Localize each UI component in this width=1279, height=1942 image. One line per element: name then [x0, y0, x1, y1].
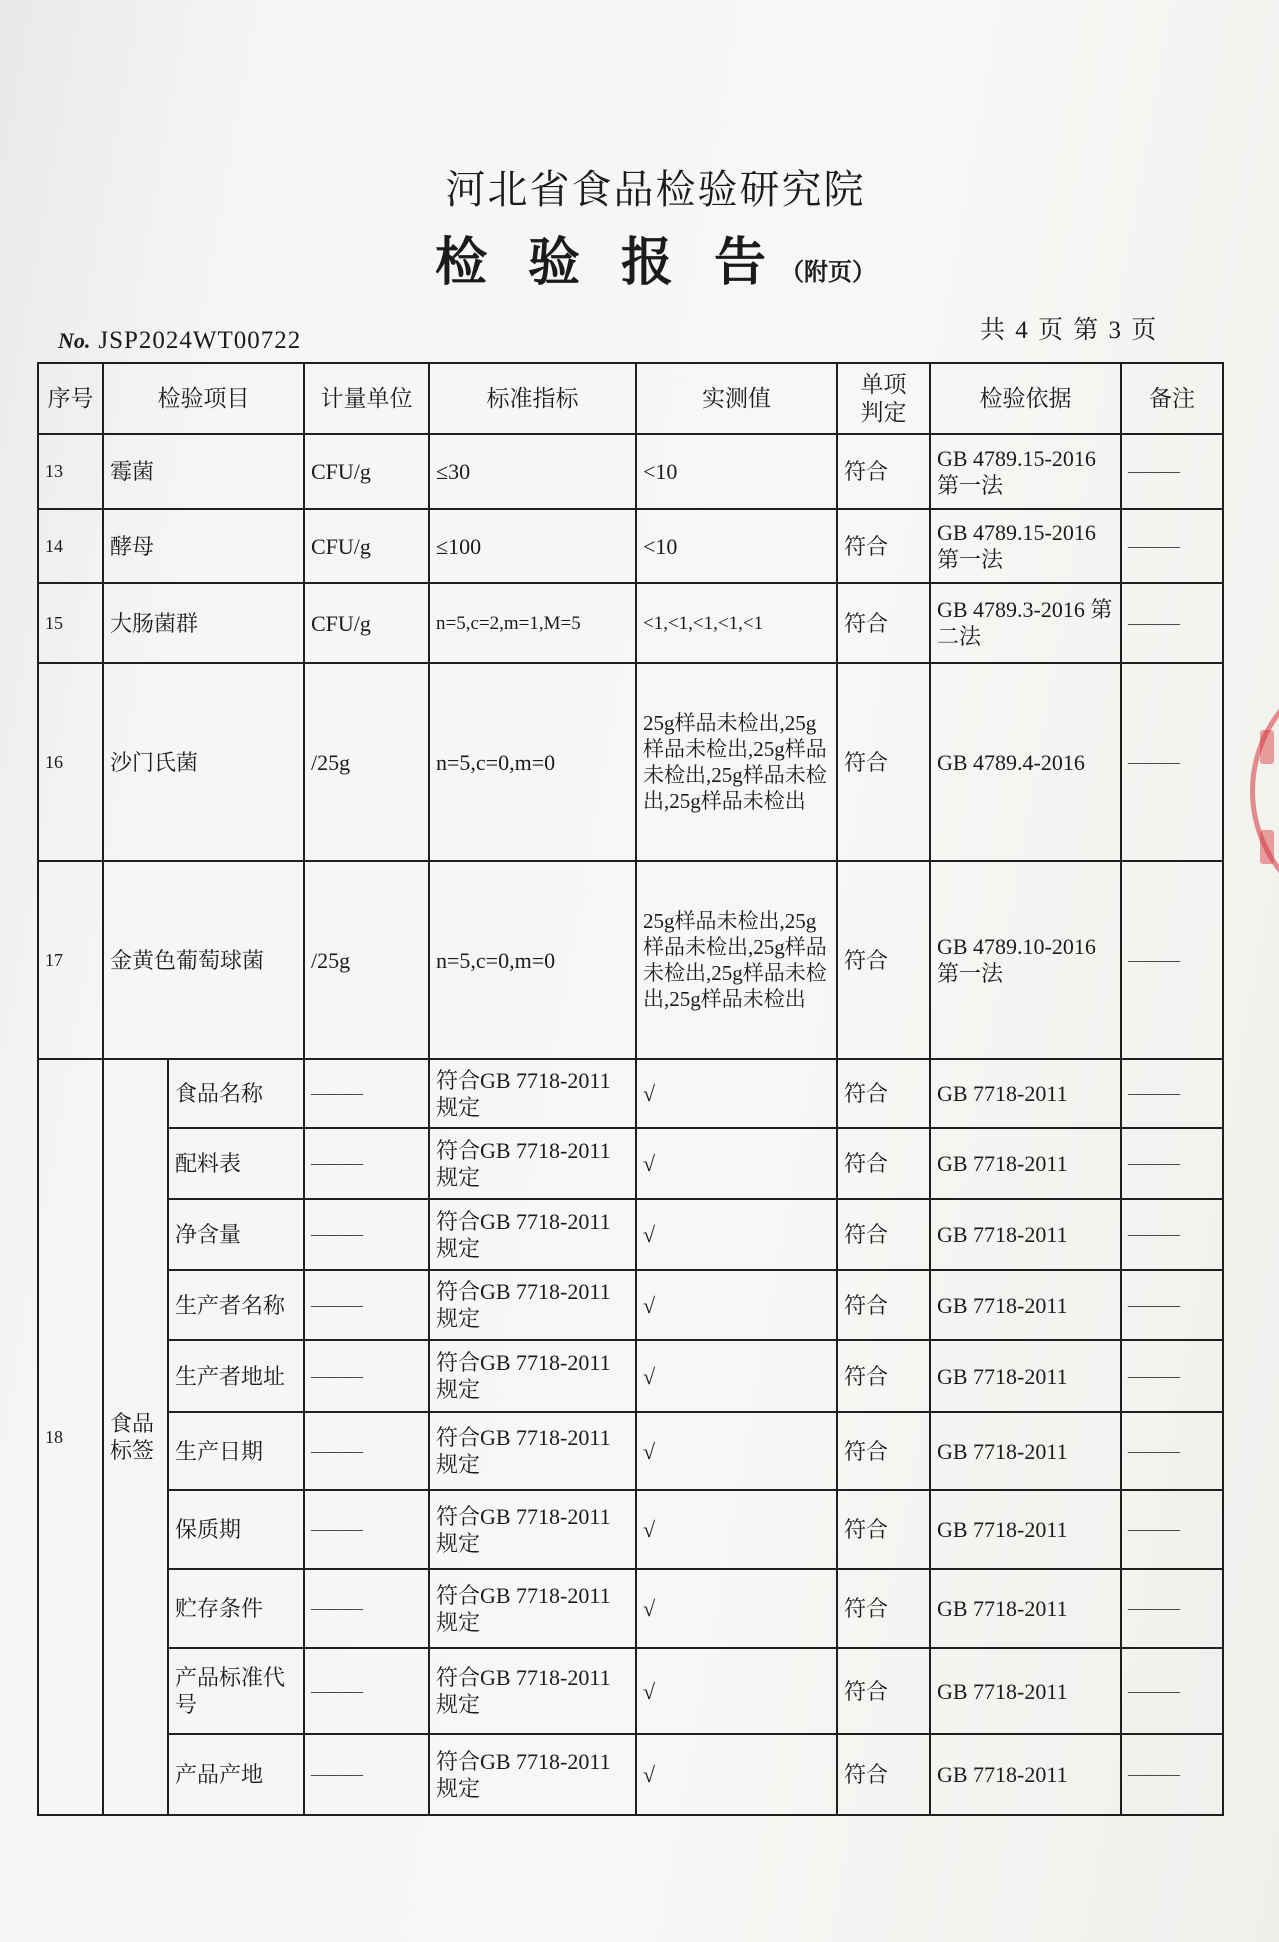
- judgement-cell: 符合: [837, 663, 930, 861]
- unit-cell: ———: [304, 1128, 429, 1199]
- measured-cell: √: [636, 1199, 837, 1270]
- col-header-unit: 计量单位: [304, 363, 429, 434]
- page-info: 共 4 页 第 3 页: [980, 317, 1159, 344]
- basis-cell: GB 7718-2011: [930, 1569, 1121, 1648]
- basis-cell: GB 7718-2011: [930, 1059, 1121, 1128]
- basis-cell: GB 7718-2011: [930, 1412, 1121, 1490]
- table-row: [38, 1059, 1223, 1128]
- unit-cell: ———: [304, 1270, 429, 1340]
- judgement-cell: 符合: [837, 1412, 930, 1490]
- measured-cell: <10: [636, 434, 837, 509]
- table-row: [38, 434, 1223, 509]
- remark-cell: ———: [1121, 1199, 1223, 1270]
- col-header-measured: 实测值: [636, 363, 837, 434]
- remark-cell: ———: [1121, 583, 1223, 663]
- standard-cell: 符合GB 7718-2011规定: [429, 1490, 636, 1569]
- table-row: [38, 583, 1223, 663]
- judgement-cell: 符合: [837, 583, 930, 663]
- sub-item-cell: 贮存条件: [168, 1569, 304, 1648]
- basis-cell: GB 4789.15-2016 第一法: [930, 434, 1121, 509]
- measured-cell: √: [636, 1569, 837, 1648]
- unit-cell: CFU/g: [304, 434, 429, 509]
- seal-ring: [1250, 660, 1279, 922]
- remark-cell: ———: [1121, 1270, 1223, 1340]
- measured-cell: √: [636, 1128, 837, 1199]
- judgement-cell: 符合: [837, 1734, 930, 1815]
- table-row: [38, 1734, 1223, 1815]
- seal-stamp-fragment: [1250, 660, 1279, 930]
- standard-cell: 符合GB 7718-2011规定: [429, 1412, 636, 1490]
- table-row: [38, 1270, 1223, 1340]
- judgement-cell: 符合: [837, 1270, 930, 1340]
- col-header-basis: 检验依据: [930, 363, 1121, 434]
- basis-cell: GB 4789.15-2016 第一法: [930, 509, 1121, 583]
- basis-cell: GB 7718-2011: [930, 1199, 1121, 1270]
- item-group-cell: 食品标签: [103, 1059, 168, 1815]
- remark-cell: ———: [1121, 861, 1223, 1059]
- remark-cell: ———: [1121, 1490, 1223, 1569]
- measured-cell: √: [636, 1412, 837, 1490]
- table-row: [38, 1199, 1223, 1270]
- seq-cell: 13: [38, 434, 103, 509]
- judgement-cell: 符合: [837, 1059, 930, 1128]
- remark-cell: ———: [1121, 1734, 1223, 1815]
- table-row: [38, 1128, 1223, 1199]
- standard-cell: 符合GB 7718-2011规定: [429, 1128, 636, 1199]
- judgement-cell: 符合: [837, 509, 930, 583]
- basis-cell: GB 7718-2011: [930, 1490, 1121, 1569]
- remark-cell: ———: [1121, 434, 1223, 509]
- report-number-label: No.: [58, 328, 91, 353]
- unit-cell: ———: [304, 1412, 429, 1490]
- table-row: [38, 663, 1223, 861]
- judgement-cell: 符合: [837, 1648, 930, 1734]
- standard-cell: 符合GB 7718-2011规定: [429, 1199, 636, 1270]
- standard-cell: n=5,c=2,m=1,M=5: [429, 583, 636, 663]
- table-header-row: [38, 363, 1223, 434]
- standard-cell: n=5,c=0,m=0: [429, 861, 636, 1059]
- item-cell: 沙门氏菌: [103, 663, 304, 861]
- basis-cell: GB 4789.3-2016 第二法: [930, 583, 1121, 663]
- judgement-cell: 符合: [837, 861, 930, 1059]
- report-title-suffix: （附页）: [780, 260, 876, 286]
- col-header-judgement: [837, 363, 930, 434]
- table-row: [38, 1490, 1223, 1569]
- measured-cell: 25g样品未检出,25g样品未检出,25g样品未检出,25g样品未检出,25g样品未检出: [636, 663, 837, 861]
- sub-item-cell: 食品名称: [168, 1059, 304, 1128]
- seq-cell: 14: [38, 509, 103, 583]
- institute-name: 河北省食品检验研究院: [445, 167, 866, 212]
- unit-cell: /25g: [304, 861, 429, 1059]
- sub-item-cell: 保质期: [168, 1490, 304, 1569]
- judgement-cell: 符合: [837, 1128, 930, 1199]
- standard-cell: 符合GB 7718-2011规定: [429, 1734, 636, 1815]
- judgement-cell: 符合: [837, 434, 930, 509]
- table-row: [38, 1340, 1223, 1412]
- unit-cell: ———: [304, 1648, 429, 1734]
- sub-item-cell: 净含量: [168, 1199, 304, 1270]
- col-header-judgement-line1: 单项: [860, 371, 907, 397]
- standard-cell: 符合GB 7718-2011规定: [429, 1059, 636, 1128]
- remark-cell: ———: [1121, 1648, 1223, 1734]
- seq-cell: 16: [38, 663, 103, 861]
- judgement-cell: 符合: [837, 1199, 930, 1270]
- remark-cell: ———: [1121, 1340, 1223, 1412]
- unit-cell: ———: [304, 1734, 429, 1815]
- col-header-item: 检验项目: [103, 363, 304, 434]
- unit-cell: ———: [304, 1059, 429, 1128]
- report-title-line: [32, 232, 1279, 308]
- seq-cell: 17: [38, 861, 103, 1059]
- seq-cell: 18: [38, 1059, 103, 1815]
- item-cell: 大肠菌群: [103, 583, 304, 663]
- basis-cell: GB 4789.10-2016 第一法: [930, 861, 1121, 1059]
- unit-cell: ———: [304, 1340, 429, 1412]
- sub-item-cell: 产品标准代号: [168, 1648, 304, 1734]
- measured-cell: √: [636, 1490, 837, 1569]
- remark-cell: ———: [1121, 663, 1223, 861]
- remark-cell: ———: [1121, 1059, 1223, 1128]
- sub-item-cell: 生产者名称: [168, 1270, 304, 1340]
- basis-cell: GB 7718-2011: [930, 1734, 1121, 1815]
- standard-cell: n=5,c=0,m=0: [429, 663, 636, 861]
- seal-ink-mark: [1260, 730, 1274, 764]
- basis-cell: GB 7718-2011: [930, 1340, 1121, 1412]
- col-header-standard: 标准指标: [429, 363, 636, 434]
- measured-cell: √: [636, 1648, 837, 1734]
- item-cell: 霉菌: [103, 434, 304, 509]
- measured-cell: √: [636, 1059, 837, 1128]
- col-header-remark: 备注: [1121, 363, 1223, 434]
- standard-cell: 符合GB 7718-2011规定: [429, 1270, 636, 1340]
- measured-cell: √: [636, 1734, 837, 1815]
- report-number: JSP2024WT00722: [98, 327, 302, 354]
- measured-cell: √: [636, 1340, 837, 1412]
- report-title: 检 验 报 告: [434, 235, 780, 292]
- remark-cell: ———: [1121, 509, 1223, 583]
- unit-cell: ———: [304, 1199, 429, 1270]
- table-row: [38, 509, 1223, 583]
- sub-item-cell: 配料表: [168, 1128, 304, 1199]
- seal-ink-mark: [1260, 830, 1274, 864]
- standard-cell: ≤30: [429, 434, 636, 509]
- col-header-judgement-line2: 判定: [860, 399, 907, 425]
- standard-cell: 符合GB 7718-2011规定: [429, 1569, 636, 1648]
- remark-cell: ———: [1121, 1128, 1223, 1199]
- item-cell: 酵母: [103, 509, 304, 583]
- basis-cell: GB 7718-2011: [930, 1128, 1121, 1199]
- sub-item-cell: 生产者地址: [168, 1340, 304, 1412]
- unit-cell: ———: [304, 1569, 429, 1648]
- standard-cell: 符合GB 7718-2011规定: [429, 1648, 636, 1734]
- judgement-cell: 符合: [837, 1490, 930, 1569]
- basis-cell: GB 7718-2011: [930, 1648, 1121, 1734]
- unit-cell: /25g: [304, 663, 429, 861]
- table-row: [38, 1412, 1223, 1490]
- measured-cell: <10: [636, 509, 837, 583]
- measured-cell: 25g样品未检出,25g样品未检出,25g样品未检出,25g样品未检出,25g样品未检出: [636, 861, 837, 1059]
- seq-cell: 15: [38, 583, 103, 663]
- judgement-cell: 符合: [837, 1569, 930, 1648]
- sub-item-cell: 产品产地: [168, 1734, 304, 1815]
- item-cell: 金黄色葡萄球菌: [103, 861, 304, 1059]
- table-row: [38, 1648, 1223, 1734]
- basis-cell: GB 7718-2011: [930, 1270, 1121, 1340]
- judgement-cell: 符合: [837, 1340, 930, 1412]
- remark-cell: ———: [1121, 1412, 1223, 1490]
- unit-cell: CFU/g: [304, 509, 429, 583]
- remark-cell: ———: [1121, 1569, 1223, 1648]
- measured-cell: √: [636, 1270, 837, 1340]
- standard-cell: ≤100: [429, 509, 636, 583]
- table-row: [38, 861, 1223, 1059]
- col-header-seq: 序号: [38, 363, 103, 434]
- unit-cell: ———: [304, 1490, 429, 1569]
- inspection-table: [37, 362, 1224, 1816]
- table-row: [38, 1569, 1223, 1648]
- measured-cell: <1,<1,<1,<1,<1: [636, 583, 837, 663]
- sub-item-cell: 生产日期: [168, 1412, 304, 1490]
- standard-cell: 符合GB 7718-2011规定: [429, 1340, 636, 1412]
- report-number-line: [58, 324, 301, 361]
- basis-cell: GB 4789.4-2016: [930, 663, 1121, 861]
- unit-cell: CFU/g: [304, 583, 429, 663]
